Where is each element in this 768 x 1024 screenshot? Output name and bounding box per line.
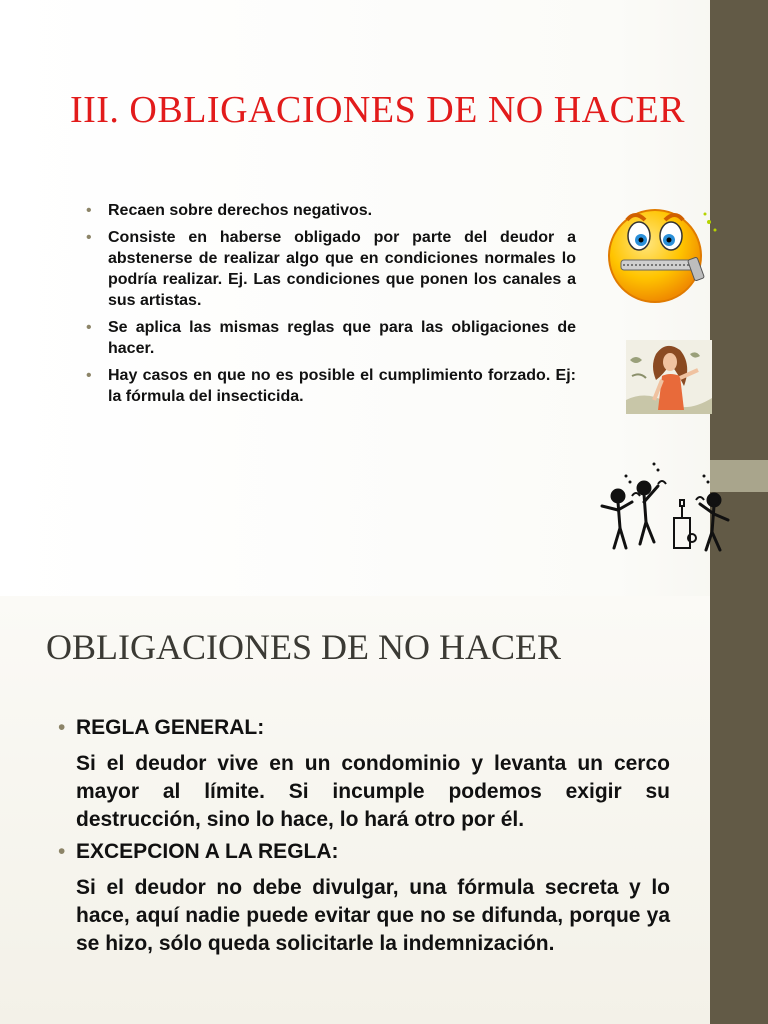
rule-heading: REGLA GENERAL: (76, 716, 265, 739)
slide-2-title: OBLIGACIONES DE NO HACER (46, 627, 561, 667)
bullet-item: • Consiste en haberse obligado por parte del deudor a abstenerse de realizar algo que en condiciones normales lo podría realizar. Ej. Las condiciones que ponen los canales a sus artistas. (86, 227, 576, 311)
sidebar-bar (710, 596, 768, 1024)
bullet-item: • Se aplica las mismas reglas que para las obligaciones de hacer. (86, 317, 576, 359)
slide-2-bullet-list (58, 714, 670, 962)
bullet-item: • Hay casos en que no es posible el cumplimiento forzado. Ej: la fórmula del insecticida. (86, 365, 576, 407)
party-figures-illustration (588, 456, 738, 556)
rule-body: Si el deudor vive en un condominio y levanta un cerco mayor al límite. Si incumple podemos exigir su destrucción, sino lo hace, lo hará otro por él. (76, 752, 670, 831)
slide-2 (0, 596, 768, 1024)
rule-heading: EXCEPCION A LA REGLA: (76, 840, 339, 863)
slide-1-title: III. OBLIGACIONES DE NO HACER (69, 89, 686, 131)
rule-item (58, 714, 670, 834)
woman-illustration (626, 340, 712, 414)
bullet-item: • Recaen sobre derechos negativos. (86, 200, 576, 221)
rule-body: Si el deudor no debe divulgar, una fórmula secreta y lo hace, aquí nadie puede evitar que no se difunda, porque ya se hizo, sólo queda solicitarle la indemnización. (76, 876, 670, 955)
rule-item (58, 838, 670, 958)
slide-1-bullet-list (86, 200, 576, 413)
zipper-mouth-smiley-icon (605, 198, 723, 318)
